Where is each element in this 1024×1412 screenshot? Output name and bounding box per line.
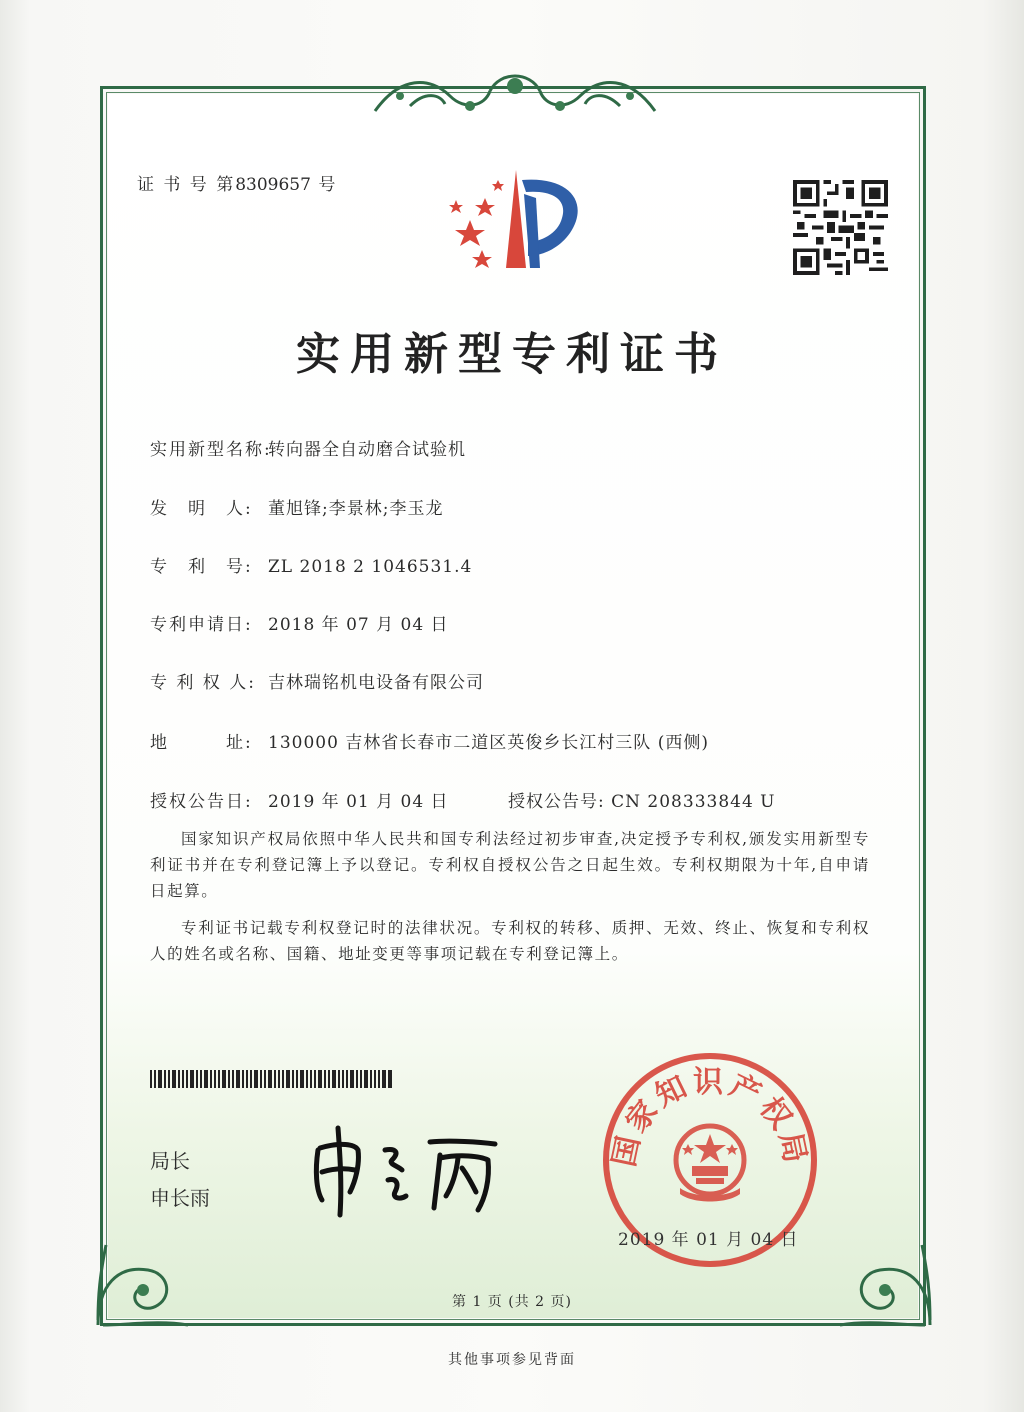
- field-value: 转向器全自动磨合试验机: [268, 440, 466, 460]
- top-ornament: [370, 66, 660, 120]
- field-value: 2018 年 07 月 04 日: [268, 615, 449, 635]
- page-number: 第 1 页 (共 2 页): [452, 1294, 572, 1310]
- certificate-number-value: 8309657: [235, 175, 311, 195]
- field-label: 地 址:: [150, 733, 253, 753]
- field-value: ZL 2018 2 1046531.4: [268, 557, 473, 577]
- field-publication-number: [508, 787, 776, 812]
- director-name: 申长雨: [150, 1186, 210, 1210]
- bottom-right-ornament: [830, 1225, 940, 1335]
- barcode: [150, 1070, 392, 1088]
- field-label: 授权公告号:: [508, 792, 605, 812]
- field-value: 2019 年 01 月 04 日: [268, 792, 449, 812]
- field-publication-date: [150, 787, 449, 812]
- seal-text: 国家知识产权局: [606, 1065, 814, 1170]
- see-back-note: 其他事项参见背面: [448, 1352, 576, 1368]
- statement-paragraph-2: 专利证书记载专利权登记时的法律状况。专利权的转移、质押、无效、终止、恢复和专利权人的姓名或名称、国籍、地址变更等事项记载在专利登记簿上。: [150, 919, 870, 963]
- certificate-number-suffix: 号: [318, 175, 338, 195]
- field-patent-number: [150, 552, 472, 577]
- field-value: CN 208333844 U: [611, 792, 776, 812]
- field-address: [150, 728, 709, 753]
- statement-paragraph-1: 国家知识产权局依照中华人民共和国专利法经过初步审查,决定授予专利权,颁发实用新型专利证书并在专利登记簿上予以登记。专利权自授权公告之日起生效。专利权期限为十年,自申请日起算。: [150, 830, 870, 900]
- field-value: 吉林瑞铭机电设备有限公司: [268, 673, 484, 693]
- field-patentee: [150, 668, 484, 693]
- field-value: 董旭锋;李景林;李玉龙: [268, 499, 444, 519]
- field-utility-model-name: [150, 435, 466, 460]
- qr-code: [793, 180, 888, 275]
- seal-date: 2019 年 01 月 04 日: [618, 1230, 799, 1250]
- field-application-date: [150, 610, 449, 635]
- certificate-title: 实用新型专利证书: [296, 329, 728, 380]
- field-label: 授权公告日:: [150, 792, 253, 812]
- field-label: 专 利 号:: [150, 557, 253, 577]
- field-label: 实用新型名称:: [150, 440, 272, 460]
- field-label: 专利申请日:: [150, 615, 253, 635]
- certificate-number: [137, 170, 337, 195]
- director-title: 局长: [150, 1149, 190, 1173]
- director-signature: [300, 1120, 510, 1220]
- cnipa-logo: [440, 158, 590, 283]
- field-inventor: [150, 494, 443, 519]
- field-label: 发 明 人:: [150, 499, 253, 519]
- field-value: 130000 吉林省长春市二道区英俊乡长江村三队 (西侧): [268, 733, 709, 753]
- bottom-left-ornament: [88, 1225, 198, 1335]
- field-label: 专 利 权 人:: [150, 673, 256, 693]
- certificate-number-label: 证 书 号 第: [137, 175, 236, 195]
